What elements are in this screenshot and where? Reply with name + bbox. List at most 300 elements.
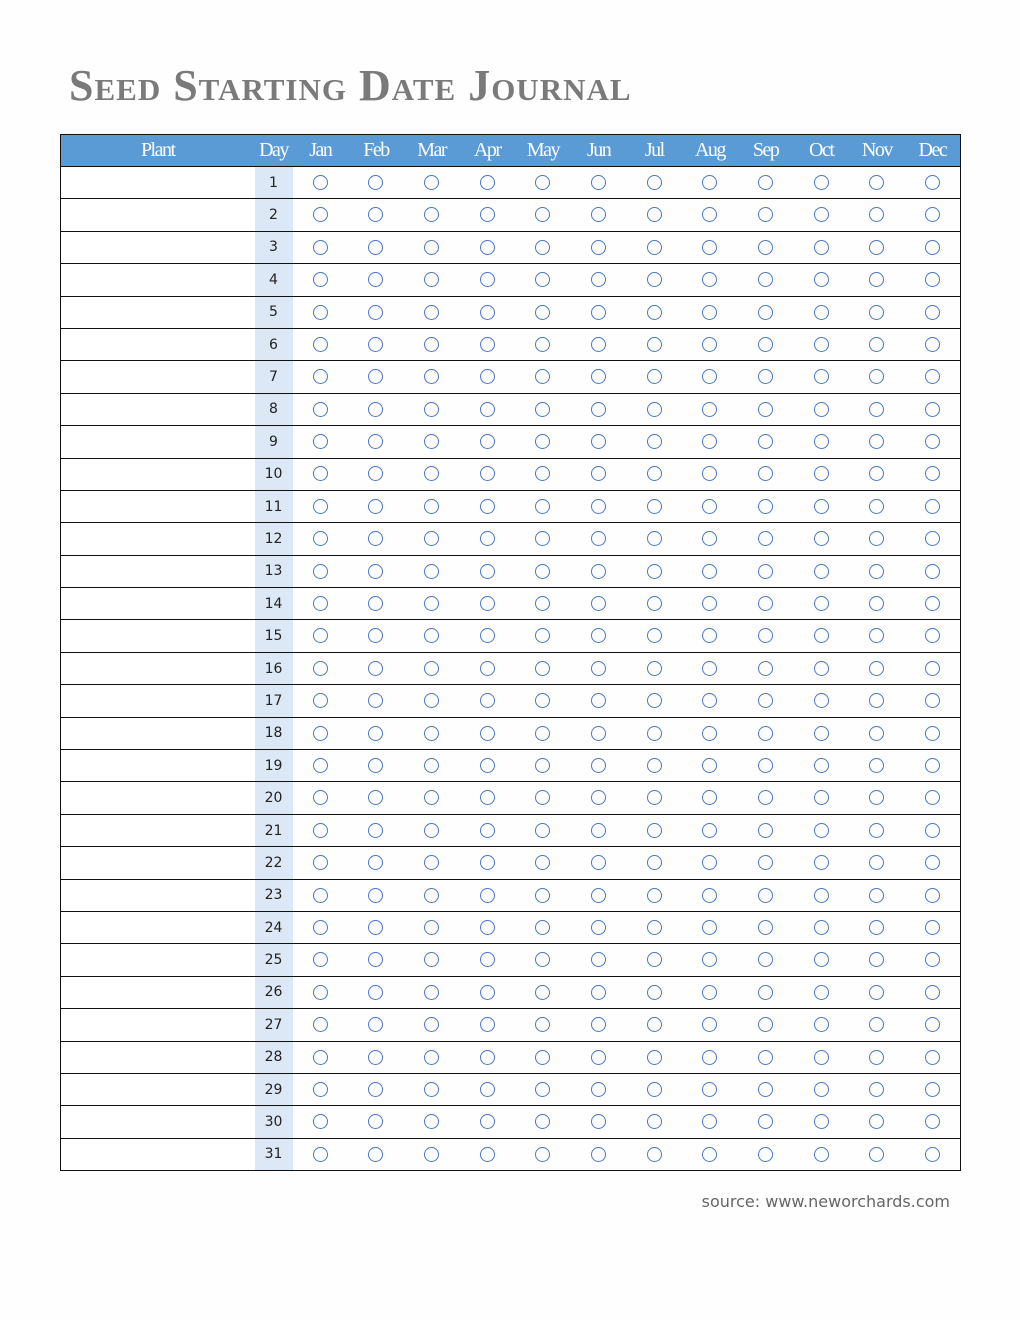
circle-checkbox-icon[interactable]: [480, 207, 495, 222]
circle-checkbox-icon[interactable]: [869, 985, 884, 1000]
circle-checkbox-icon[interactable]: [591, 531, 606, 546]
circle-checkbox-icon[interactable]: [480, 596, 495, 611]
circle-checkbox-icon[interactable]: [424, 207, 439, 222]
circle-checkbox-icon[interactable]: [647, 175, 662, 190]
circle-checkbox-icon[interactable]: [758, 466, 773, 481]
circle-checkbox-icon[interactable]: [758, 985, 773, 1000]
circle-checkbox-icon[interactable]: [647, 272, 662, 287]
circle-checkbox-icon[interactable]: [758, 855, 773, 870]
circle-checkbox-icon[interactable]: [424, 466, 439, 481]
circle-checkbox-icon[interactable]: [758, 952, 773, 967]
circle-checkbox-icon[interactable]: [424, 337, 439, 352]
plant-cell[interactable]: [61, 361, 255, 393]
plant-cell[interactable]: [61, 328, 255, 360]
circle-checkbox-icon[interactable]: [424, 175, 439, 190]
circle-checkbox-icon[interactable]: [925, 1147, 940, 1162]
circle-checkbox-icon[interactable]: [591, 823, 606, 838]
circle-checkbox-icon[interactable]: [368, 596, 383, 611]
circle-checkbox-icon[interactable]: [814, 985, 829, 1000]
circle-checkbox-icon[interactable]: [591, 207, 606, 222]
circle-checkbox-icon[interactable]: [535, 434, 550, 449]
circle-checkbox-icon[interactable]: [869, 661, 884, 676]
circle-checkbox-icon[interactable]: [814, 1147, 829, 1162]
circle-checkbox-icon[interactable]: [424, 1050, 439, 1065]
circle-checkbox-icon[interactable]: [313, 758, 328, 773]
circle-checkbox-icon[interactable]: [591, 564, 606, 579]
circle-checkbox-icon[interactable]: [591, 1082, 606, 1097]
circle-checkbox-icon[interactable]: [702, 1114, 717, 1129]
circle-checkbox-icon[interactable]: [814, 628, 829, 643]
circle-checkbox-icon[interactable]: [647, 952, 662, 967]
circle-checkbox-icon[interactable]: [925, 272, 940, 287]
circle-checkbox-icon[interactable]: [535, 240, 550, 255]
circle-checkbox-icon[interactable]: [869, 823, 884, 838]
circle-checkbox-icon[interactable]: [702, 369, 717, 384]
circle-checkbox-icon[interactable]: [869, 272, 884, 287]
circle-checkbox-icon[interactable]: [925, 564, 940, 579]
circle-checkbox-icon[interactable]: [758, 369, 773, 384]
circle-checkbox-icon[interactable]: [925, 952, 940, 967]
circle-checkbox-icon[interactable]: [535, 790, 550, 805]
circle-checkbox-icon[interactable]: [591, 272, 606, 287]
circle-checkbox-icon[interactable]: [591, 369, 606, 384]
circle-checkbox-icon[interactable]: [480, 499, 495, 514]
plant-cell[interactable]: [61, 523, 255, 555]
circle-checkbox-icon[interactable]: [480, 628, 495, 643]
circle-checkbox-icon[interactable]: [313, 207, 328, 222]
circle-checkbox-icon[interactable]: [535, 1114, 550, 1129]
circle-checkbox-icon[interactable]: [647, 466, 662, 481]
circle-checkbox-icon[interactable]: [313, 596, 328, 611]
circle-checkbox-icon[interactable]: [814, 402, 829, 417]
circle-checkbox-icon[interactable]: [925, 466, 940, 481]
circle-checkbox-icon[interactable]: [535, 661, 550, 676]
plant-cell[interactable]: [61, 652, 255, 684]
circle-checkbox-icon[interactable]: [368, 758, 383, 773]
circle-checkbox-icon[interactable]: [591, 888, 606, 903]
circle-checkbox-icon[interactable]: [368, 985, 383, 1000]
circle-checkbox-icon[interactable]: [702, 888, 717, 903]
circle-checkbox-icon[interactable]: [647, 661, 662, 676]
circle-checkbox-icon[interactable]: [535, 952, 550, 967]
plant-cell[interactable]: [61, 976, 255, 1008]
circle-checkbox-icon[interactable]: [869, 564, 884, 579]
circle-checkbox-icon[interactable]: [925, 855, 940, 870]
plant-cell[interactable]: [61, 685, 255, 717]
circle-checkbox-icon[interactable]: [647, 499, 662, 514]
plant-cell[interactable]: [61, 717, 255, 749]
circle-checkbox-icon[interactable]: [535, 758, 550, 773]
circle-checkbox-icon[interactable]: [869, 402, 884, 417]
circle-checkbox-icon[interactable]: [869, 888, 884, 903]
circle-checkbox-icon[interactable]: [591, 758, 606, 773]
circle-checkbox-icon[interactable]: [591, 305, 606, 320]
circle-checkbox-icon[interactable]: [480, 337, 495, 352]
circle-checkbox-icon[interactable]: [869, 1050, 884, 1065]
circle-checkbox-icon[interactable]: [702, 337, 717, 352]
plant-cell[interactable]: [61, 393, 255, 425]
circle-checkbox-icon[interactable]: [869, 952, 884, 967]
circle-checkbox-icon[interactable]: [758, 823, 773, 838]
circle-checkbox-icon[interactable]: [313, 855, 328, 870]
circle-checkbox-icon[interactable]: [647, 1114, 662, 1129]
circle-checkbox-icon[interactable]: [591, 1050, 606, 1065]
circle-checkbox-icon[interactable]: [535, 985, 550, 1000]
circle-checkbox-icon[interactable]: [702, 564, 717, 579]
circle-checkbox-icon[interactable]: [869, 1147, 884, 1162]
circle-checkbox-icon[interactable]: [480, 888, 495, 903]
circle-checkbox-icon[interactable]: [368, 1050, 383, 1065]
circle-checkbox-icon[interactable]: [424, 499, 439, 514]
circle-checkbox-icon[interactable]: [702, 726, 717, 741]
circle-checkbox-icon[interactable]: [480, 1017, 495, 1032]
circle-checkbox-icon[interactable]: [869, 369, 884, 384]
circle-checkbox-icon[interactable]: [424, 240, 439, 255]
circle-checkbox-icon[interactable]: [869, 1082, 884, 1097]
circle-checkbox-icon[interactable]: [814, 175, 829, 190]
circle-checkbox-icon[interactable]: [814, 434, 829, 449]
circle-checkbox-icon[interactable]: [925, 305, 940, 320]
circle-checkbox-icon[interactable]: [368, 531, 383, 546]
circle-checkbox-icon[interactable]: [702, 175, 717, 190]
circle-checkbox-icon[interactable]: [925, 693, 940, 708]
circle-checkbox-icon[interactable]: [702, 952, 717, 967]
circle-checkbox-icon[interactable]: [368, 661, 383, 676]
circle-checkbox-icon[interactable]: [647, 628, 662, 643]
circle-checkbox-icon[interactable]: [814, 823, 829, 838]
circle-checkbox-icon[interactable]: [313, 305, 328, 320]
circle-checkbox-icon[interactable]: [480, 823, 495, 838]
circle-checkbox-icon[interactable]: [313, 628, 328, 643]
circle-checkbox-icon[interactable]: [424, 305, 439, 320]
circle-checkbox-icon[interactable]: [480, 1082, 495, 1097]
circle-checkbox-icon[interactable]: [702, 305, 717, 320]
circle-checkbox-icon[interactable]: [647, 337, 662, 352]
circle-checkbox-icon[interactable]: [480, 272, 495, 287]
circle-checkbox-icon[interactable]: [424, 272, 439, 287]
circle-checkbox-icon[interactable]: [424, 434, 439, 449]
circle-checkbox-icon[interactable]: [424, 596, 439, 611]
circle-checkbox-icon[interactable]: [368, 466, 383, 481]
circle-checkbox-icon[interactable]: [702, 1082, 717, 1097]
plant-cell[interactable]: [61, 296, 255, 328]
circle-checkbox-icon[interactable]: [368, 888, 383, 903]
circle-checkbox-icon[interactable]: [480, 693, 495, 708]
circle-checkbox-icon[interactable]: [869, 855, 884, 870]
circle-checkbox-icon[interactable]: [368, 952, 383, 967]
circle-checkbox-icon[interactable]: [368, 207, 383, 222]
circle-checkbox-icon[interactable]: [647, 790, 662, 805]
circle-checkbox-icon[interactable]: [480, 758, 495, 773]
circle-checkbox-icon[interactable]: [814, 952, 829, 967]
plant-cell[interactable]: [61, 620, 255, 652]
circle-checkbox-icon[interactable]: [758, 1147, 773, 1162]
circle-checkbox-icon[interactable]: [480, 855, 495, 870]
circle-checkbox-icon[interactable]: [313, 175, 328, 190]
circle-checkbox-icon[interactable]: [424, 564, 439, 579]
circle-checkbox-icon[interactable]: [368, 1114, 383, 1129]
circle-checkbox-icon[interactable]: [702, 240, 717, 255]
circle-checkbox-icon[interactable]: [869, 758, 884, 773]
circle-checkbox-icon[interactable]: [758, 1082, 773, 1097]
circle-checkbox-icon[interactable]: [313, 920, 328, 935]
plant-cell[interactable]: [61, 879, 255, 911]
circle-checkbox-icon[interactable]: [702, 207, 717, 222]
circle-checkbox-icon[interactable]: [869, 305, 884, 320]
circle-checkbox-icon[interactable]: [313, 985, 328, 1000]
plant-cell[interactable]: [61, 782, 255, 814]
plant-cell[interactable]: [61, 458, 255, 490]
plant-cell[interactable]: [61, 1138, 255, 1170]
circle-checkbox-icon[interactable]: [647, 305, 662, 320]
circle-checkbox-icon[interactable]: [480, 1147, 495, 1162]
circle-checkbox-icon[interactable]: [535, 855, 550, 870]
circle-checkbox-icon[interactable]: [535, 402, 550, 417]
circle-checkbox-icon[interactable]: [313, 1147, 328, 1162]
circle-checkbox-icon[interactable]: [535, 272, 550, 287]
circle-checkbox-icon[interactable]: [814, 693, 829, 708]
circle-checkbox-icon[interactable]: [368, 855, 383, 870]
circle-checkbox-icon[interactable]: [702, 790, 717, 805]
circle-checkbox-icon[interactable]: [925, 1114, 940, 1129]
circle-checkbox-icon[interactable]: [647, 1147, 662, 1162]
circle-checkbox-icon[interactable]: [758, 726, 773, 741]
circle-checkbox-icon[interactable]: [758, 1114, 773, 1129]
circle-checkbox-icon[interactable]: [647, 596, 662, 611]
circle-checkbox-icon[interactable]: [814, 855, 829, 870]
circle-checkbox-icon[interactable]: [758, 175, 773, 190]
circle-checkbox-icon[interactable]: [758, 888, 773, 903]
plant-cell[interactable]: [61, 847, 255, 879]
circle-checkbox-icon[interactable]: [368, 1147, 383, 1162]
circle-checkbox-icon[interactable]: [424, 402, 439, 417]
plant-cell[interactable]: [61, 944, 255, 976]
circle-checkbox-icon[interactable]: [647, 855, 662, 870]
circle-checkbox-icon[interactable]: [702, 920, 717, 935]
circle-checkbox-icon[interactable]: [925, 499, 940, 514]
circle-checkbox-icon[interactable]: [869, 531, 884, 546]
circle-checkbox-icon[interactable]: [758, 434, 773, 449]
circle-checkbox-icon[interactable]: [313, 888, 328, 903]
circle-checkbox-icon[interactable]: [814, 888, 829, 903]
circle-checkbox-icon[interactable]: [758, 305, 773, 320]
circle-checkbox-icon[interactable]: [814, 466, 829, 481]
circle-checkbox-icon[interactable]: [368, 628, 383, 643]
circle-checkbox-icon[interactable]: [758, 920, 773, 935]
circle-checkbox-icon[interactable]: [424, 985, 439, 1000]
circle-checkbox-icon[interactable]: [925, 823, 940, 838]
circle-checkbox-icon[interactable]: [925, 337, 940, 352]
circle-checkbox-icon[interactable]: [591, 337, 606, 352]
circle-checkbox-icon[interactable]: [368, 790, 383, 805]
circle-checkbox-icon[interactable]: [591, 855, 606, 870]
circle-checkbox-icon[interactable]: [814, 369, 829, 384]
circle-checkbox-icon[interactable]: [758, 207, 773, 222]
circle-checkbox-icon[interactable]: [535, 823, 550, 838]
circle-checkbox-icon[interactable]: [758, 758, 773, 773]
circle-checkbox-icon[interactable]: [591, 499, 606, 514]
circle-checkbox-icon[interactable]: [535, 628, 550, 643]
circle-checkbox-icon[interactable]: [814, 726, 829, 741]
circle-checkbox-icon[interactable]: [535, 369, 550, 384]
circle-checkbox-icon[interactable]: [647, 758, 662, 773]
circle-checkbox-icon[interactable]: [480, 175, 495, 190]
circle-checkbox-icon[interactable]: [702, 466, 717, 481]
circle-checkbox-icon[interactable]: [480, 726, 495, 741]
circle-checkbox-icon[interactable]: [424, 1114, 439, 1129]
circle-checkbox-icon[interactable]: [647, 207, 662, 222]
circle-checkbox-icon[interactable]: [535, 564, 550, 579]
circle-checkbox-icon[interactable]: [591, 726, 606, 741]
circle-checkbox-icon[interactable]: [925, 758, 940, 773]
circle-checkbox-icon[interactable]: [814, 499, 829, 514]
circle-checkbox-icon[interactable]: [814, 531, 829, 546]
circle-checkbox-icon[interactable]: [869, 1017, 884, 1032]
circle-checkbox-icon[interactable]: [313, 823, 328, 838]
circle-checkbox-icon[interactable]: [814, 920, 829, 935]
circle-checkbox-icon[interactable]: [368, 1082, 383, 1097]
circle-checkbox-icon[interactable]: [368, 305, 383, 320]
plant-cell[interactable]: [61, 1106, 255, 1138]
circle-checkbox-icon[interactable]: [424, 661, 439, 676]
circle-checkbox-icon[interactable]: [480, 1114, 495, 1129]
circle-checkbox-icon[interactable]: [758, 1017, 773, 1032]
circle-checkbox-icon[interactable]: [925, 434, 940, 449]
circle-checkbox-icon[interactable]: [535, 1050, 550, 1065]
circle-checkbox-icon[interactable]: [535, 888, 550, 903]
plant-cell[interactable]: [61, 911, 255, 943]
circle-checkbox-icon[interactable]: [925, 240, 940, 255]
circle-checkbox-icon[interactable]: [702, 434, 717, 449]
circle-checkbox-icon[interactable]: [535, 337, 550, 352]
circle-checkbox-icon[interactable]: [313, 726, 328, 741]
circle-checkbox-icon[interactable]: [591, 790, 606, 805]
circle-checkbox-icon[interactable]: [591, 1114, 606, 1129]
circle-checkbox-icon[interactable]: [424, 531, 439, 546]
circle-checkbox-icon[interactable]: [591, 466, 606, 481]
circle-checkbox-icon[interactable]: [313, 272, 328, 287]
plant-cell[interactable]: [61, 167, 255, 199]
circle-checkbox-icon[interactable]: [702, 985, 717, 1000]
circle-checkbox-icon[interactable]: [647, 823, 662, 838]
circle-checkbox-icon[interactable]: [814, 337, 829, 352]
circle-checkbox-icon[interactable]: [313, 790, 328, 805]
plant-cell[interactable]: [61, 231, 255, 263]
circle-checkbox-icon[interactable]: [480, 1050, 495, 1065]
circle-checkbox-icon[interactable]: [535, 305, 550, 320]
circle-checkbox-icon[interactable]: [368, 920, 383, 935]
plant-cell[interactable]: [61, 1073, 255, 1105]
circle-checkbox-icon[interactable]: [591, 596, 606, 611]
plant-cell[interactable]: [61, 750, 255, 782]
circle-checkbox-icon[interactable]: [424, 790, 439, 805]
circle-checkbox-icon[interactable]: [702, 1050, 717, 1065]
circle-checkbox-icon[interactable]: [925, 920, 940, 935]
circle-checkbox-icon[interactable]: [814, 272, 829, 287]
circle-checkbox-icon[interactable]: [591, 1147, 606, 1162]
circle-checkbox-icon[interactable]: [591, 240, 606, 255]
circle-checkbox-icon[interactable]: [480, 402, 495, 417]
circle-checkbox-icon[interactable]: [702, 855, 717, 870]
circle-checkbox-icon[interactable]: [591, 628, 606, 643]
circle-checkbox-icon[interactable]: [702, 531, 717, 546]
circle-checkbox-icon[interactable]: [814, 240, 829, 255]
circle-checkbox-icon[interactable]: [647, 1017, 662, 1032]
circle-checkbox-icon[interactable]: [535, 466, 550, 481]
circle-checkbox-icon[interactable]: [702, 596, 717, 611]
circle-checkbox-icon[interactable]: [814, 1050, 829, 1065]
circle-checkbox-icon[interactable]: [313, 661, 328, 676]
circle-checkbox-icon[interactable]: [925, 369, 940, 384]
circle-checkbox-icon[interactable]: [313, 499, 328, 514]
plant-cell[interactable]: [61, 426, 255, 458]
circle-checkbox-icon[interactable]: [869, 920, 884, 935]
circle-checkbox-icon[interactable]: [368, 434, 383, 449]
circle-checkbox-icon[interactable]: [758, 628, 773, 643]
circle-checkbox-icon[interactable]: [368, 823, 383, 838]
circle-checkbox-icon[interactable]: [758, 531, 773, 546]
circle-checkbox-icon[interactable]: [368, 693, 383, 708]
circle-checkbox-icon[interactable]: [368, 1017, 383, 1032]
circle-checkbox-icon[interactable]: [591, 434, 606, 449]
circle-checkbox-icon[interactable]: [535, 499, 550, 514]
circle-checkbox-icon[interactable]: [313, 466, 328, 481]
circle-checkbox-icon[interactable]: [647, 985, 662, 1000]
circle-checkbox-icon[interactable]: [814, 1114, 829, 1129]
circle-checkbox-icon[interactable]: [480, 985, 495, 1000]
circle-checkbox-icon[interactable]: [869, 790, 884, 805]
circle-checkbox-icon[interactable]: [702, 628, 717, 643]
circle-checkbox-icon[interactable]: [814, 758, 829, 773]
circle-checkbox-icon[interactable]: [424, 726, 439, 741]
circle-checkbox-icon[interactable]: [313, 1017, 328, 1032]
circle-checkbox-icon[interactable]: [535, 1017, 550, 1032]
circle-checkbox-icon[interactable]: [535, 531, 550, 546]
circle-checkbox-icon[interactable]: [702, 693, 717, 708]
circle-checkbox-icon[interactable]: [702, 823, 717, 838]
circle-checkbox-icon[interactable]: [313, 693, 328, 708]
circle-checkbox-icon[interactable]: [368, 337, 383, 352]
circle-checkbox-icon[interactable]: [313, 402, 328, 417]
circle-checkbox-icon[interactable]: [424, 920, 439, 935]
circle-checkbox-icon[interactable]: [869, 240, 884, 255]
circle-checkbox-icon[interactable]: [925, 985, 940, 1000]
circle-checkbox-icon[interactable]: [702, 758, 717, 773]
circle-checkbox-icon[interactable]: [869, 175, 884, 190]
circle-checkbox-icon[interactable]: [869, 1114, 884, 1129]
circle-checkbox-icon[interactable]: [368, 499, 383, 514]
plant-cell[interactable]: [61, 1041, 255, 1073]
circle-checkbox-icon[interactable]: [480, 661, 495, 676]
circle-checkbox-icon[interactable]: [535, 920, 550, 935]
circle-checkbox-icon[interactable]: [424, 1017, 439, 1032]
circle-checkbox-icon[interactable]: [647, 920, 662, 935]
circle-checkbox-icon[interactable]: [925, 175, 940, 190]
circle-checkbox-icon[interactable]: [424, 823, 439, 838]
circle-checkbox-icon[interactable]: [480, 564, 495, 579]
circle-checkbox-icon[interactable]: [925, 628, 940, 643]
circle-checkbox-icon[interactable]: [591, 1017, 606, 1032]
circle-checkbox-icon[interactable]: [814, 564, 829, 579]
circle-checkbox-icon[interactable]: [869, 466, 884, 481]
circle-checkbox-icon[interactable]: [313, 434, 328, 449]
circle-checkbox-icon[interactable]: [869, 628, 884, 643]
circle-checkbox-icon[interactable]: [925, 596, 940, 611]
circle-checkbox-icon[interactable]: [925, 207, 940, 222]
circle-checkbox-icon[interactable]: [368, 726, 383, 741]
circle-checkbox-icon[interactable]: [758, 499, 773, 514]
circle-checkbox-icon[interactable]: [313, 531, 328, 546]
